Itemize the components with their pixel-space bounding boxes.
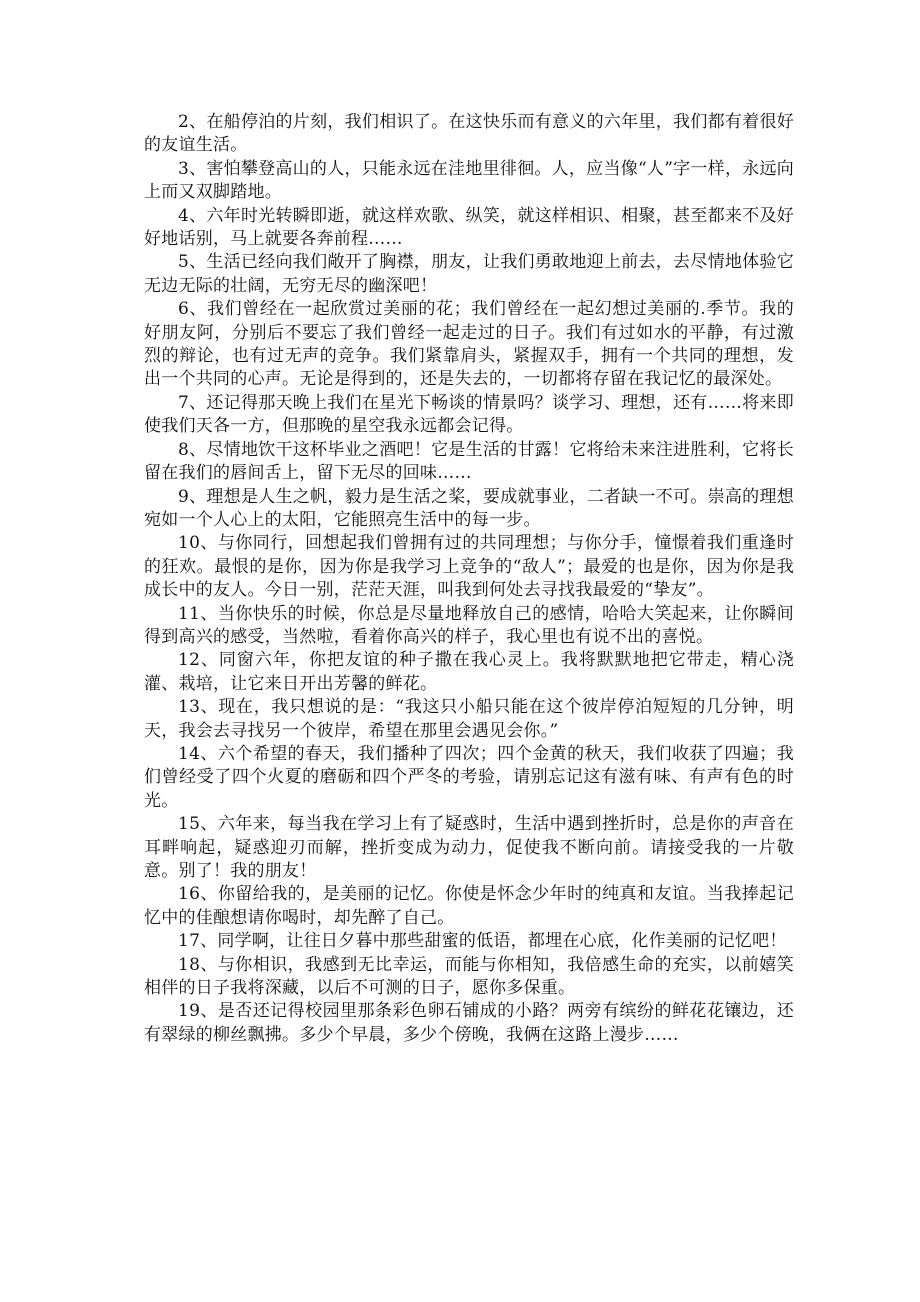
paragraph-4: 4、六年时光转瞬即逝，就这样欢歌、纵笑，就这样相识、相聚，甚至都来不及好好地话别，马上就要各奔前程……	[144, 205, 794, 250]
paragraph-11: 11、当你快乐的时候，你总是尽量地释放自己的感情，哈哈大笑起来，让你瞬间得到高兴的感受，当然啦，看着你高兴的样子，我心里也有说不出的喜悦。	[144, 603, 794, 647]
paragraph-6: 6、我们曾经在一起欣赏过美丽的花；我们曾经在一起幻想过美丽的.季节。我的好朋友阿，分别后不要忘了我们曾经一起走过的日子。我们有过如水的平静，有过激烈的辩论，也有过无声的竞争。我们紧靠肩头，紧握双手，拥有一个共同的理想，发出一个共同的心声。无论是得到的，还是失去的，一切都将存留在我记忆的最深处。	[144, 299, 794, 390]
paragraph-12: 12、同窗六年，你把友谊的种子撒在我心灵上。我将默默地把它带走，精心浇灌、栽培，让它来日开出芳馨的鲜花。	[144, 650, 794, 694]
paragraph-5: 5、生活已经向我们敞开了胸襟，朋友，让我们勇敢地迎上前去，去尽情地体验它无边无际的壮阔，无穷无尽的幽深吧！	[144, 252, 794, 296]
document-body	[144, 111, 794, 1047]
paragraph-16: 16、你留给我的，是美丽的记忆。你使是怀念少年时的纯真和友谊。当我捧起记忆中的佳酿想请你喝时，却先醉了自己。	[144, 884, 794, 928]
paragraph-3: 3、害怕攀登高山的人，只能永远在洼地里徘徊。人，应当像“人”字一样，永远向上而又双脚踏地。	[144, 158, 794, 203]
paragraph-2: 2、在船停泊的片刻，我们相识了。在这快乐而有意义的六年里，我们都有着很好的友谊生活。	[144, 112, 794, 156]
paragraph-18: 18、与你相识，我感到无比幸运，而能与你相知，我倍感生命的充实，以前嬉笑相伴的日子我将深藏，以后不可测的日子，愿你多保重。	[144, 954, 794, 999]
paragraph-8: 8、尽情地饮干这杯毕业之酒吧！它是生活的甘露！它将给未来注进胜利，它将长留在我们的唇间舌上，留下无尽的回味……	[144, 439, 794, 484]
paragraph-13: 13、现在，我只想说的是：“我这只小船只能在这个彼岸停泊短短的几分钟，明天，我会去寻找另一个彼岸，希望在那里会遇见会你。”	[144, 697, 794, 741]
paragraph-10: 10、与你同行，回想起我们曾拥有过的共同理想；与你分手，憧憬着我们重逢时的狂欢。最恨的是你，因为你是我学习上竞争的“敌人”；最爱的也是你，因为你是我成长中的友人。今日一别，茫茫天涯，叫我到何处去寻找我最爱的“挚友”。	[144, 533, 794, 601]
paragraph-17: 17、同学啊，让往日夕暮中那些甜蜜的低语，都埋在心底，化作美丽的记忆吧！	[178, 931, 787, 952]
paragraph-14: 14、六个希望的春天，我们播种了四次；四个金黄的秋天，我们收获了四遍；我们曾经受了四个火夏的磨砺和四个严冬的考验，请别忘记这有滋有味、有声有色的时光。	[144, 743, 794, 811]
paragraph-15: 15、六年来，每当我在学习上有了疑惑时，生活中遇到挫折时，总是你的声音在耳畔响起，疑惑迎刃而解，挫折变成为动力，促使我不断向前。请接受我的一片敬意。别了！我的朋友！	[144, 814, 794, 881]
paragraph-19: 19、是否还记得校园里那条彩色卵石铺成的小路？两旁有缤纷的鲜花花镶边，还有翠绿的柳丝飘拂。多少个早晨，多少个傍晚，我俩在这路上漫步……	[144, 1001, 794, 1045]
paragraph-7: 7、还记得那天晚上我们在星光下畅谈的情景吗？谈学习、理想，还有……将来即使我们天各一方，但那晚的星空我永远都会记得。	[144, 392, 794, 437]
paragraph-9: 9、理想是人生之帆，毅力是生活之桨，要成就事业，二者缺一不可。崇高的理想宛如一个人心上的太阳，它能照亮生活中的每一步。	[144, 486, 794, 530]
